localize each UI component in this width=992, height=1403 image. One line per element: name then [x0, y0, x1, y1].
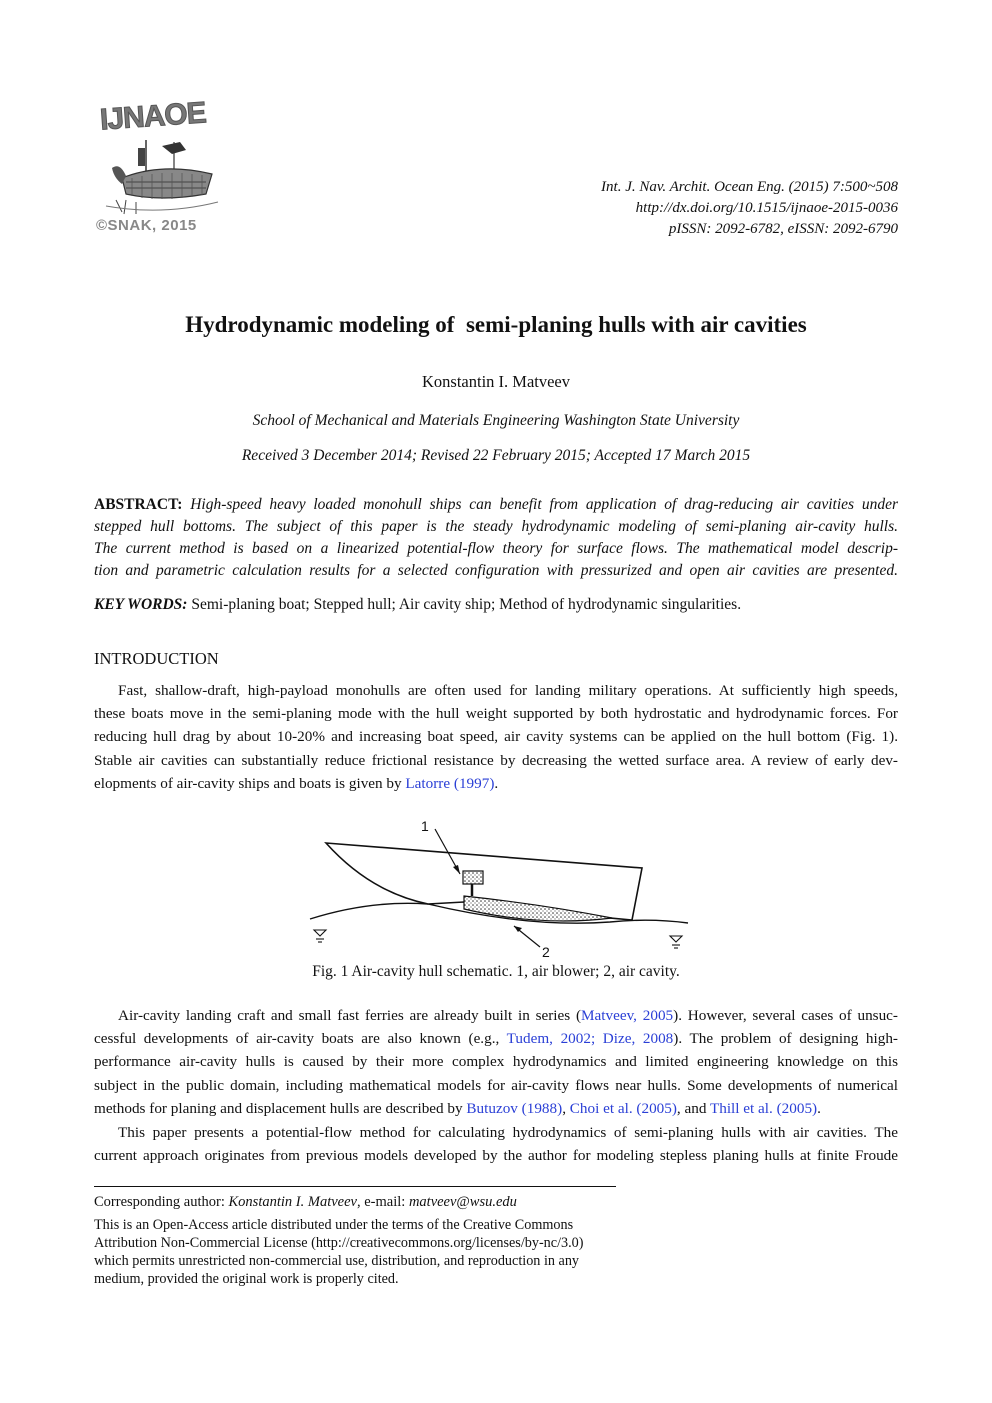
paragraph-line: Air-cavity landing craft and small fast ferries are already built in series (Matveev, 2005). However, several cases of unsuc- [118, 1007, 898, 1024]
figure-label-2: 2 [542, 944, 550, 960]
keywords-label: KEY WORDS: [94, 596, 188, 613]
paragraph-line: methods for planing and displacement hulls are described by Butuzov (1988), Choi et al. (2005), and Thill et al. (2005). [94, 1099, 821, 1117]
logo-wordmark: IJNAOE [98, 96, 207, 137]
paragraph-line: performance air-cavity hulls is caused by their more complex hydrodynamics and limited engineering knowledge on this [94, 1053, 898, 1071]
journal-logo [92, 96, 228, 238]
license-line: which permits unrestricted non-commercial use, distribution, and reproduction in any [94, 1253, 580, 1269]
corresponding-author-email[interactable]: matveev@wsu.edu [408, 1194, 517, 1210]
intro-paragraph-1 [94, 679, 898, 795]
abstract-text-line: High-speed heavy loaded monohull ships can benefit from application of drag-reducing air cavities under [182, 496, 898, 513]
paragraph-line: elopments of air-cavity ships and boats is given by Latorre (1997). [94, 774, 499, 792]
keywords-text: Semi-planing boat; Stepped hull; Air cavity ship; Method of hydrodynamic singularities. [187, 596, 742, 613]
paragraph-line: Fast, shallow-draft, high-payload monohulls are often used for landing military operations. At sufficiently high speeds, [118, 682, 898, 699]
turtle-ship-icon [102, 138, 222, 218]
abstract-label: ABSTRACT: [94, 496, 183, 513]
abstract-text-line: The current method is based on a linearized potential-flow theory for surface flows. The mathematical model descrip- [94, 540, 898, 557]
journal-citation: Int. J. Nav. Archit. Ocean Eng. (2015) 7:500~508 [601, 179, 898, 195]
abstract [94, 494, 898, 582]
citation-link-butuzov[interactable]: Butuzov (1988) [466, 1099, 563, 1117]
citation-link-latorre[interactable]: Latorre (1997) [405, 774, 495, 792]
license-note [94, 1216, 624, 1288]
license-line: This is an Open-Access article distributed under the terms of the Creative Commons [94, 1217, 574, 1233]
citation-link-choi[interactable]: Choi et al. (2005) [569, 1099, 677, 1117]
water-level-symbol-right [670, 936, 682, 948]
paragraph-line: Stable air cavities can substantially reduce frictional resistance by decreasing the wetted surface area. A review of early dev- [94, 751, 898, 769]
paragraph-line: This paper presents a potential-flow method for calculating hydrodynamics of semi-planing hulls with air cavities. The [118, 1124, 898, 1141]
air-blower-box [463, 871, 483, 884]
journal-info [601, 177, 898, 240]
paper-title: Hydrodynamic modeling of semi-planing hulls with air cavities [185, 312, 807, 337]
citation-link-thill[interactable]: Thill et al. (2005) [709, 1099, 818, 1117]
intro-paragraph-3 [94, 1121, 898, 1167]
air-cavity-hull-schematic [300, 812, 700, 962]
author-affiliation: School of Mechanical and Materials Engineering Washington State University [252, 412, 740, 429]
abstract-text-line: stepped hull bottoms. The subject of this paper is the steady hydrodynamic modeling of semi-planing air-cavity hulls. [94, 518, 898, 535]
paragraph-line: reducing hull drag by about 10-20% and increasing boat speed, air cavity systems can be applied on the hull bottom (Fig. 1). [94, 728, 898, 746]
keywords [94, 594, 898, 616]
abstract-text-line: tion and parametric calculation results for a selected configuration with pressurized and open air cavities are presented. [94, 562, 898, 579]
citation-link-tudem-dize[interactable]: Tudem, 2002; Dize, 2008 [506, 1030, 674, 1048]
paragraph-line: subject in the public domain, including mathematical models for air-cavity flows near hulls. Some developments of numerical [94, 1076, 898, 1094]
section-heading-introduction: INTRODUCTION [94, 649, 219, 668]
license-line: medium, provided the original work is properly cited. [94, 1271, 399, 1287]
figure-1 [300, 812, 700, 962]
logo-copyright: ©SNAK, 2015 [96, 217, 197, 234]
paragraph-line: these boats move in the semi-planing mode with the hull weight supported by both hydrostatic and hydrodynamic forces. For [94, 705, 898, 723]
paper-author: Konstantin I. Matveev [421, 372, 570, 391]
journal-issn: pISSN: 2092-6782, eISSN: 2092-6790 [668, 221, 898, 237]
corresponding-author: Corresponding author: Konstantin I. Matveev, e-mail: matveev@wsu.edu [94, 1194, 517, 1210]
figure-label-1: 1 [421, 818, 429, 834]
footnote-divider [94, 1186, 616, 1187]
corresponding-author-name: Konstantin I. Matveev [228, 1194, 357, 1210]
license-line: Attribution Non-Commercial License (http://creativecommons.org/licenses/by-nc/3.0) [94, 1235, 584, 1251]
paragraph-line: cessful developments of air-cavity boats are also known (e.g., Tudem, 2002; Dize, 2008). The problem of designing high- [94, 1030, 898, 1048]
citation-link-matveev-2005[interactable]: Matveev, 2005 [581, 1007, 674, 1024]
paragraph-line: current approach originates from previous models developed by the author for modeling stepless planing hulls at finite Froude [94, 1147, 898, 1165]
journal-doi[interactable]: http://dx.doi.org/10.1515/ijnaoe-2015-0036 [635, 200, 898, 216]
water-level-symbol-left [314, 930, 326, 942]
submission-dates: Received 3 December 2014; Revised 22 February 2015; Accepted 17 March 2015 [241, 447, 751, 464]
figure-1-caption: Fig. 1 Air-cavity hull schematic. 1, air blower; 2, air cavity. [312, 963, 680, 980]
intro-paragraph-2 [94, 1004, 898, 1120]
